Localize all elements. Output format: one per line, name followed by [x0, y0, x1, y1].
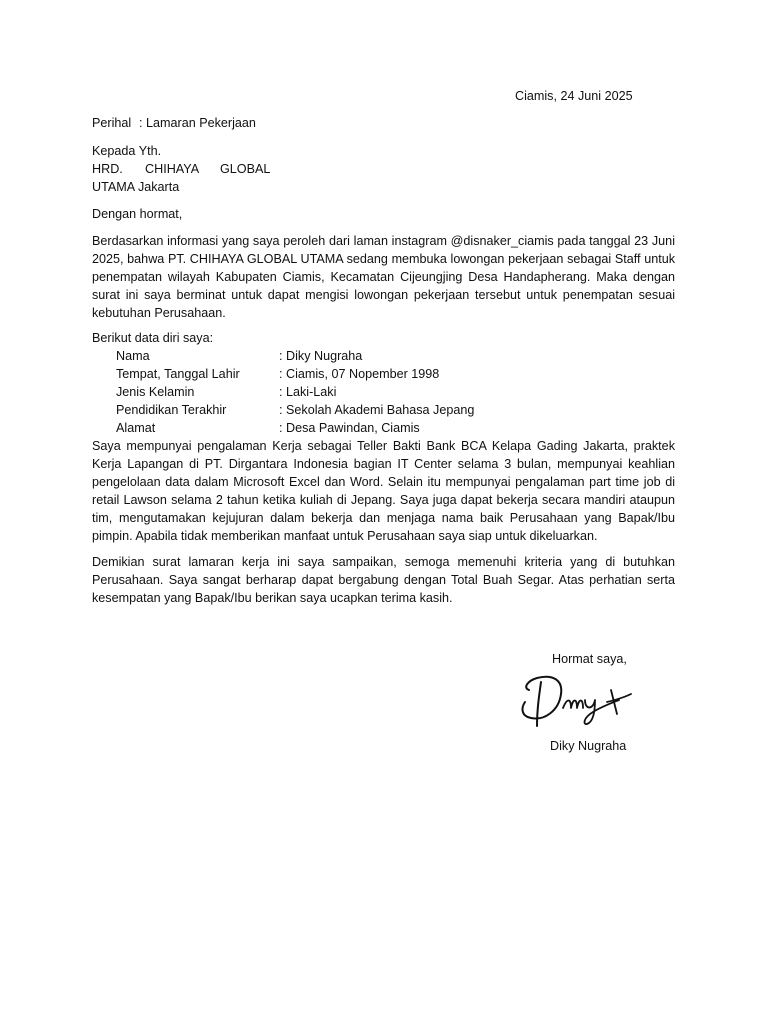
data-intro: Berikut data diri saya:	[92, 331, 214, 345]
sign-off: Hormat saya,	[552, 652, 627, 666]
greeting: Dengan hormat,	[92, 207, 183, 221]
data-value-education: : Sekolah Akademi Bahasa Jepang	[279, 403, 475, 417]
data-value-birth: : Ciamis, 07 Nopember 1998	[279, 367, 440, 381]
data-label-education: Pendidikan Terakhir	[116, 403, 227, 417]
data-value-address: : Desa Pawindan, Ciamis	[279, 421, 420, 435]
intro-paragraph: Berdasarkan informasi yang saya peroleh dari laman instagram @disnaker_ciamis pada tanggal 23 Juni 2025, bahwa PT. CHIHAYA GLOBAL UTAMA sedang membuka lowongan pekerjaan sebagai Staff untuk penempatan wilayah Kabupaten Ciamis, Kecamatan Cijeungjing Desa Handapherang. Maka dengan surat ini saya berminat untuk dapat mengisi lowongan pekerjaan tersebut untuk penempatan sesuai kebutuhan Perusahaan.	[92, 234, 675, 320]
data-value-name: : Diky Nugraha	[279, 349, 363, 363]
experience-paragraph: Saya mempunyai pengalaman Kerja sebagai Teller Bakti Bank BCA Kelapa Gading Jakarta, praktek Kerja Lapangan di PT. Dirgantara Indonesia bagian IT Center selama 3 bulan, mempunyai keahlian pengelolaan data dalam Microsoft Excel dan Word. Selain itu mempunyai pengalaman part time job di retail Lawson selama 2 tahun ketika kuliah di Jepang. Saya juga dapat bekerja secara mandiri ataupun tim, mengutamakan kejujuran dalam bekerja dan menjaga nama baik Perusahaan yang Bapak/Ibu pimpin. Apabila tidak memberikan manfaat untuk Perusahaan saya siap untuk dikeluarkan.	[92, 439, 675, 543]
data-label-address: Alamat	[116, 421, 156, 435]
data-value-gender: : Laki-Laki	[279, 385, 337, 399]
data-label-gender: Jenis Kelamin	[116, 385, 195, 399]
data-label-name: Nama	[116, 349, 150, 363]
recipient-company-part-2: GLOBAL	[220, 162, 271, 176]
recipient-company-part-1: CHIHAYA	[145, 162, 200, 176]
signer-name: Diky Nugraha	[550, 739, 627, 753]
subject-label: Perihal	[92, 116, 132, 130]
closing-paragraph: Demikian surat lamaran kerja ini saya sampaikan, semoga memenuhi kriteria yang di butuhkan Perusahaan. Saya sangat berharap dapat bergabung dengan Total Buah Segar. Atas perhatian serta kesempatan yang Bapak/Ibu berikan saya ucapkan terima kasih.	[92, 555, 675, 605]
subject-value: : Lamaran Pekerjaan	[139, 116, 256, 130]
place-date: Ciamis, 24 Juni 2025	[515, 89, 633, 103]
recipient-line-1: Kepada Yth.	[92, 144, 162, 158]
handwritten-signature	[515, 668, 635, 730]
data-label-birth: Tempat, Tanggal Lahir	[116, 367, 240, 381]
recipient-line-3: UTAMA Jakarta	[92, 180, 180, 194]
recipient-hrd: HRD.	[92, 162, 123, 176]
